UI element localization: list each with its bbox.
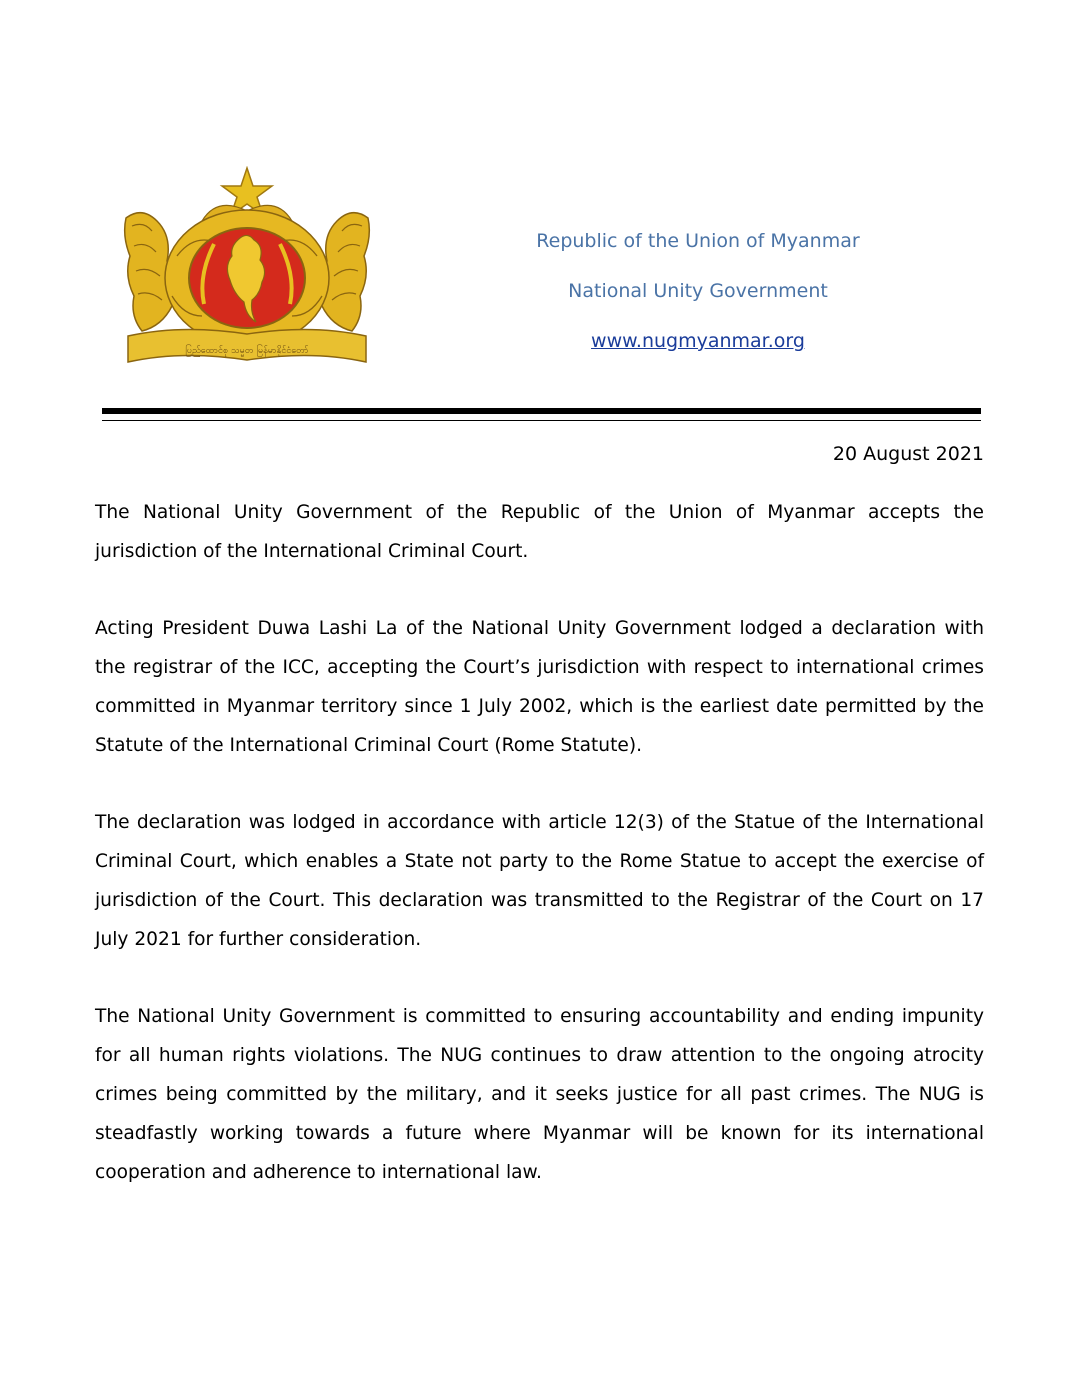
website-link[interactable]: www.nugmyanmar.org [591, 330, 805, 352]
paragraph: The declaration was lodged in accordance with article 12(3) of the Statue of the International Criminal Court, which enables a State not party to the Rome Statue to accept the exercise of jurisdiction of the Court. This declaration was transmitted to the Registrar of the Court on 17 July 2021 for further consideration. [95, 812, 984, 950]
paragraph: The National Unity Government is committed to ensuring accountability and ending impunity for all human rights violations. The NUG continues to draw attention to the ongoing atrocity crimes being committed by the military, and it seeks justice for all past crimes. The NUG is steadfastly working towards a future where Myanmar will be known for its international cooperation and adherence to international law. [95, 1006, 984, 1183]
government-name: National Unity Government [568, 280, 828, 302]
document-body [95, 493, 984, 1230]
letterhead [500, 226, 896, 376]
republic-name: Republic of the Union of Myanmar [536, 230, 860, 252]
paragraph: Acting President Duwa Lashi La of the National Unity Government lodged a declaration with the registrar of the ICC, accepting the Court’s jurisdiction with respect to international crimes committed in Myanmar territory since 1 July 2002, which is the earliest date permitted by the Statute of the International Criminal Court (Rome Statute). [95, 618, 984, 756]
document-date: 20 August 2021 [832, 443, 984, 465]
paragraph: The National Unity Government of the Republic of the Union of Myanmar accepts the jurisdiction of the International Criminal Court. [95, 502, 984, 562]
svg-text:ပြည်ထောင်စု သမ္မတ မြန်မာနိုင်င: ပြည်ထောင်စု သမ္မတ မြန်မာနိုင်ငံတော် [185, 346, 309, 356]
state-emblem-logo [122, 166, 372, 368]
header-divider-thick [102, 408, 981, 414]
header-divider-thin [102, 420, 981, 421]
